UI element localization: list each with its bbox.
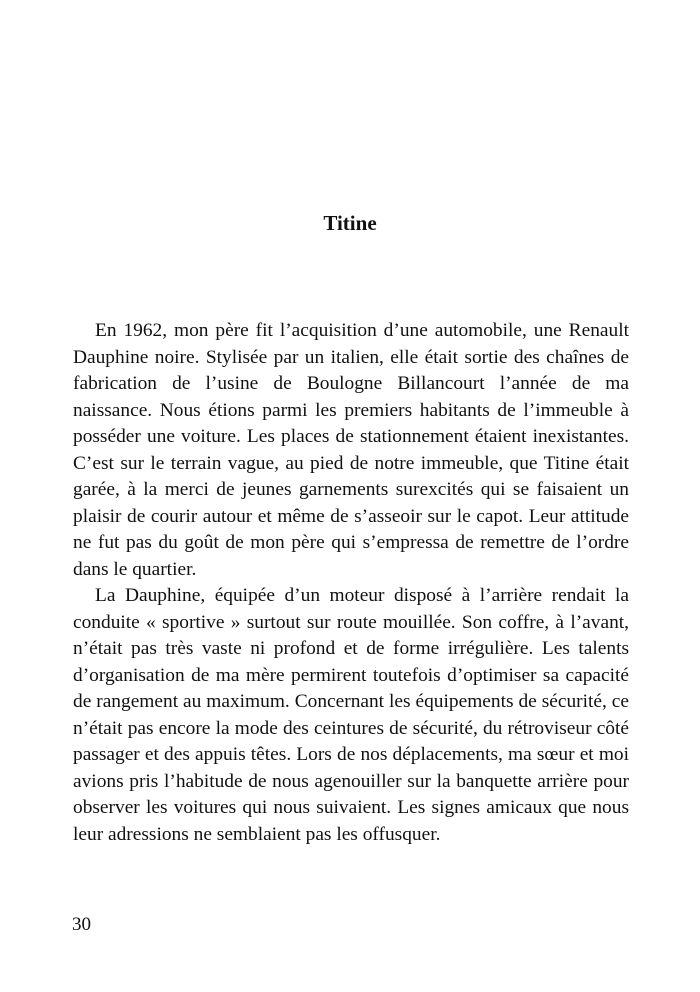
paragraph: En 1962, mon père fit l’acquisition d’une automobile, une Renault Dauphine noire. Stylisée par un italien, elle était sortie des chaînes de fabrication de l’usine de Boulogne Billancourt l’année de ma naissance. Nous étions parmi les premiers habitants de l’immeuble à posséder une voiture. Les places de stationnement étaient inexistantes. C’est sur le terrain vague, au pied de notre immeuble, que Titine était garée, à la merci de jeunes garnements surexcités qui se faisaient un plaisir de courir autour et même de s’asseoir sur le capot. Leur attitude ne fut pas du goût de mon père qui s’empressa de remettre de l’ordre dans le quartier. [73, 320, 629, 580]
paragraph: La Dauphine, équipée d’un moteur disposé à l’arrière rendait la conduite « sportive » surtout sur route mouillée. Son coffre, à l’avant, n’était pas très vaste ni profond et de forme irrégulière. Les talents d’organisation de ma mère permirent toutefois d’optimiser sa capacité de rangement au maximum. Concernant les équipements de sécurité, ce n’était pas encore la mode des ceintures de sécurité, du rétroviseur côté passager et des appuis têtes. Lors de nos déplacements, ma sœur et moi avions pris l’habitude de nous agenouiller sur la banquette arrière pour observer les voitures qui nous suivaient. Les signes amicaux que nous leur adressions ne semblaient pas les offusquer. [73, 585, 629, 845]
chapter-body [73, 318, 629, 848]
chapter-title: Titine [323, 211, 377, 235]
page-number: 30 [72, 914, 91, 935]
